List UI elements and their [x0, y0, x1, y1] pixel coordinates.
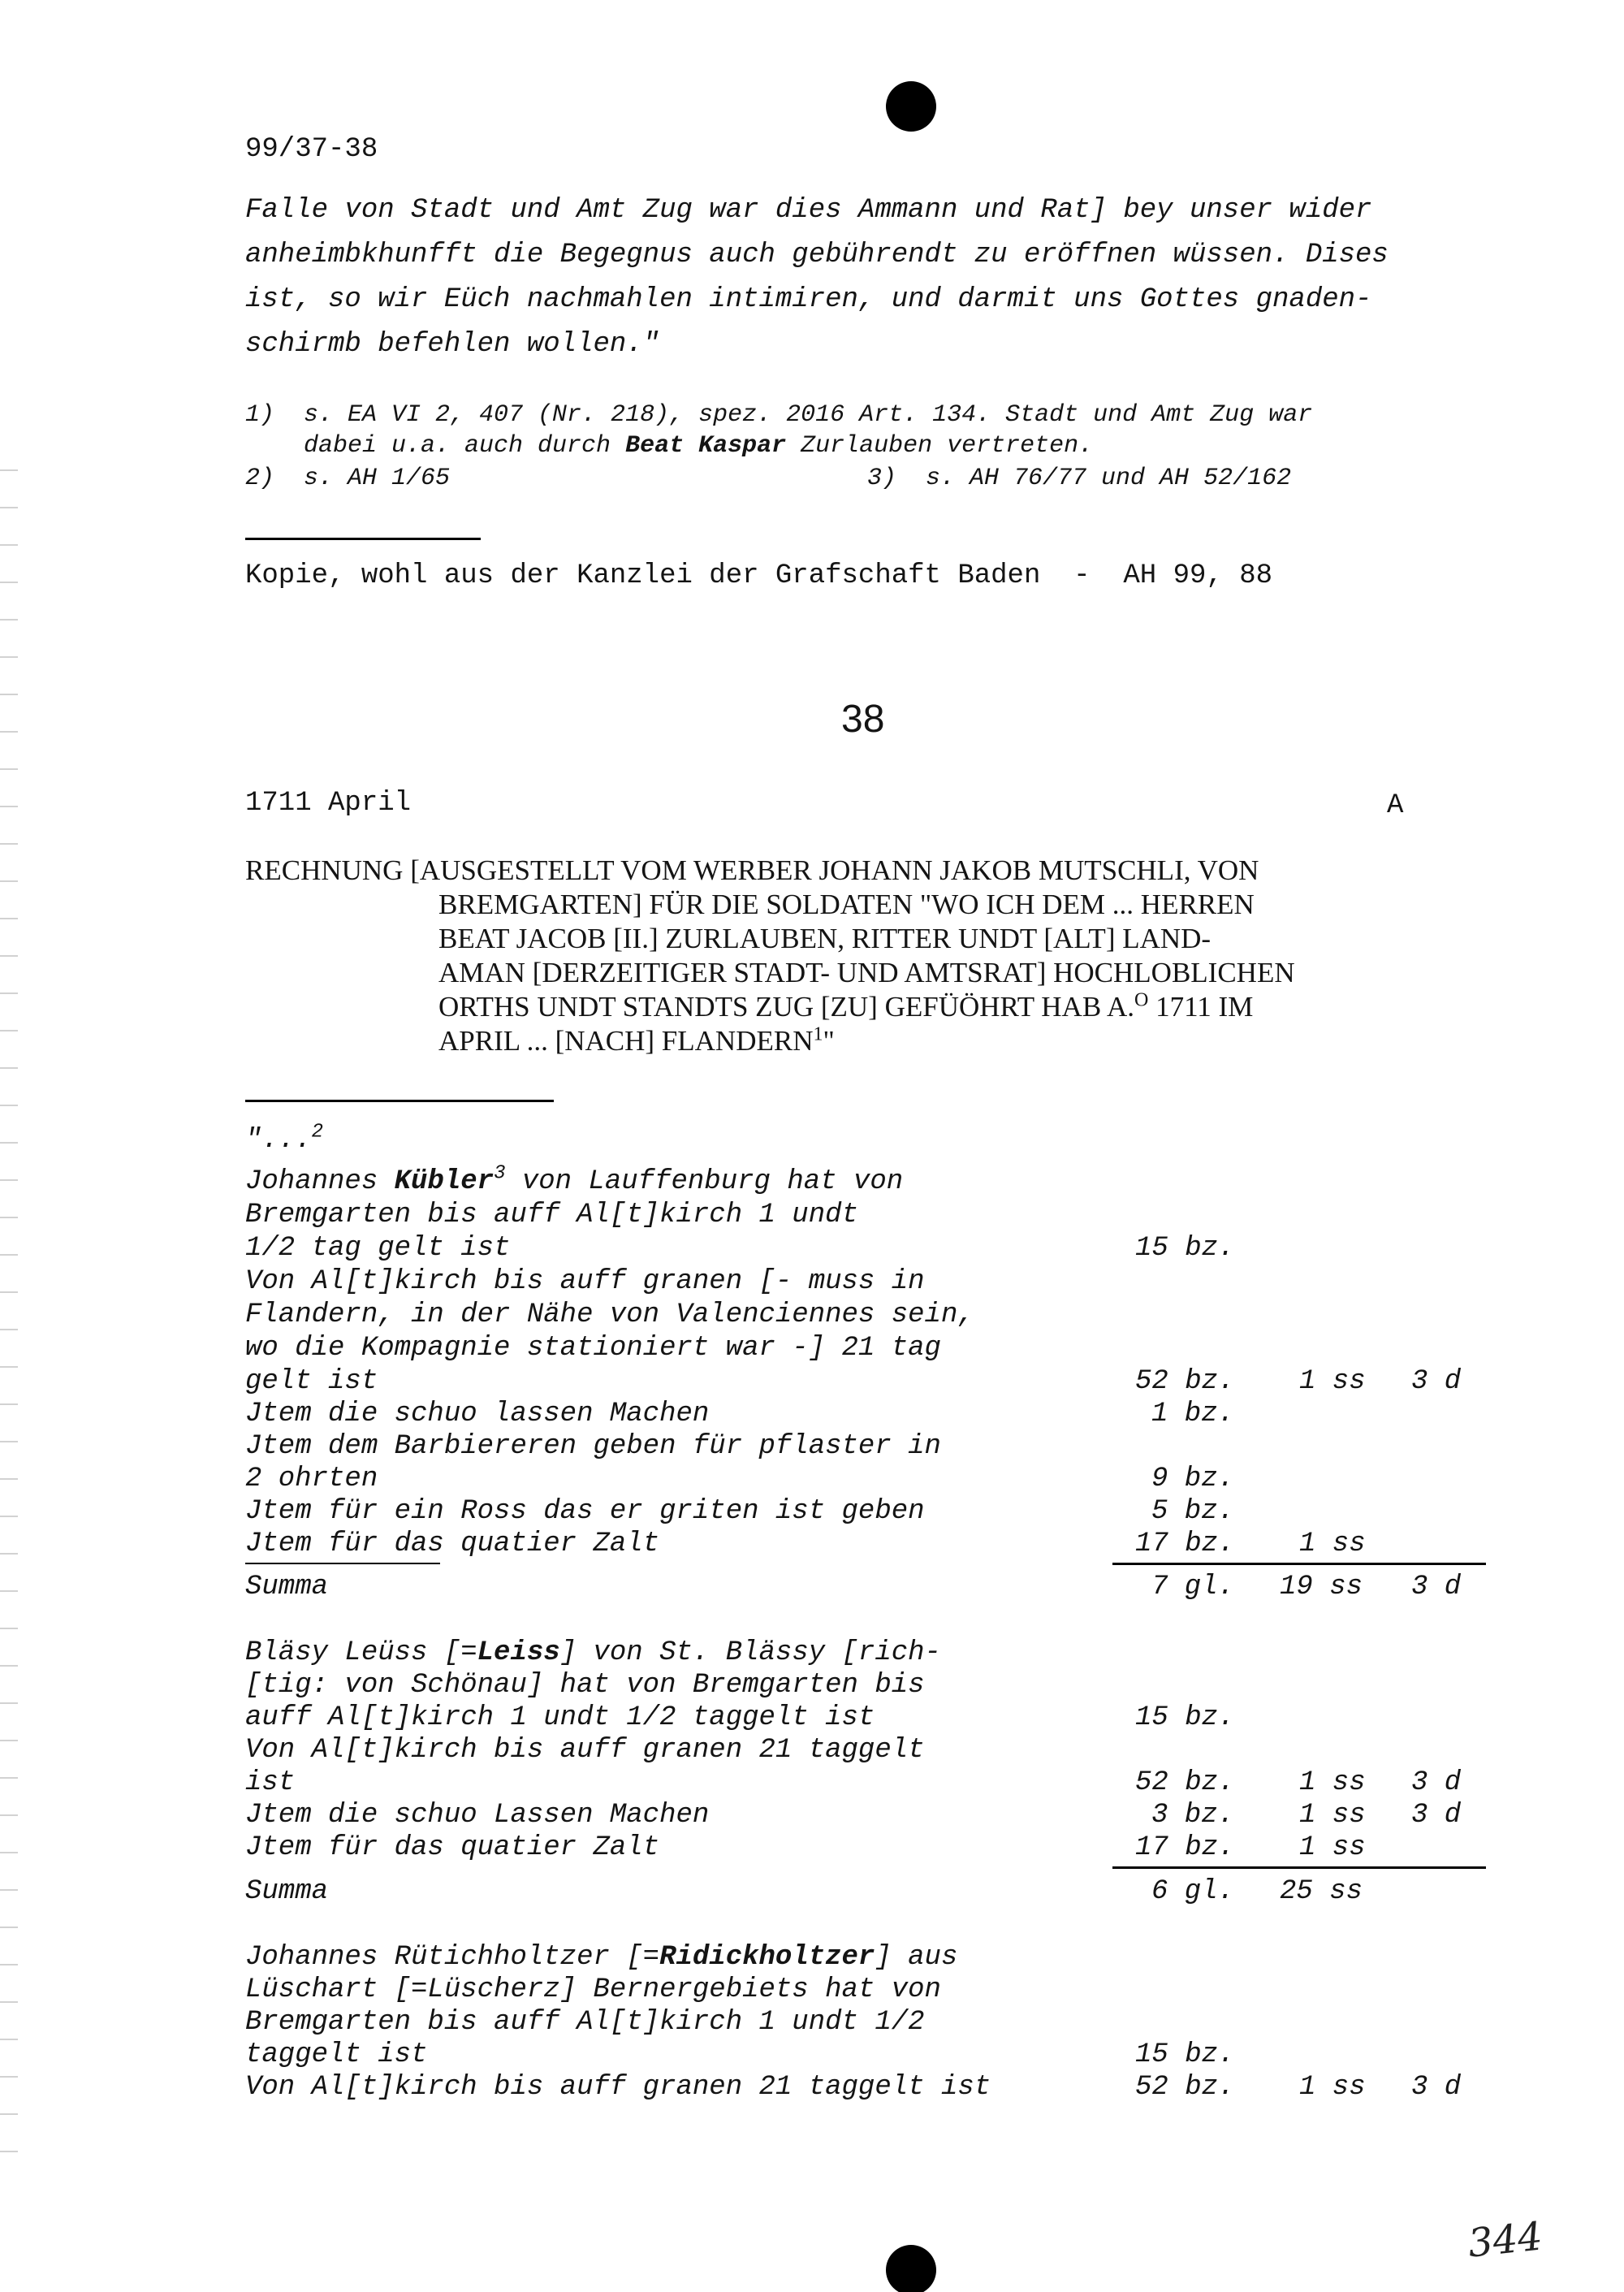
quote-line: anheimbkhunfft die Begegnus auch gebührendt zu eröffnen wüssen. Dises	[245, 240, 1389, 270]
ledger-line: Von Al[t]kirch bis auff granen 21 taggelt	[245, 1735, 925, 1766]
ledger-line: Bremgarten bis auff Al[t]kirch 1 undt	[245, 1200, 858, 1230]
amount-bz: 15 bz.	[1135, 2039, 1235, 2070]
underline-rule	[245, 1563, 440, 1564]
ledger-line: Bläsy Leüss [=Leiss] von St. Blässy [rich-	[245, 1637, 941, 1668]
source-line: Kopie, wohl aus der Kanzlei der Grafschaft Baden - AH 99, 88	[245, 560, 1273, 591]
regest-line: BEAT JACOB [II.] ZURLAUBEN, RITTER UNDT [ALT] LAND-	[438, 923, 1212, 954]
ledger-line: Jtem für ein Ross das er griten ist geben	[245, 1496, 925, 1527]
ledger-line: 1/2 tag gelt ist	[245, 1233, 511, 1264]
amount-bz: 15 bz.	[1135, 1233, 1235, 1264]
amount-ss: 1 ss	[1299, 1800, 1366, 1831]
quote-line: schirmb befehlen wollen."	[245, 329, 660, 360]
amount-ss: 1 ss	[1299, 1529, 1366, 1559]
sum-label: Summa	[245, 1572, 329, 1602]
sum-ss: 25 ss	[1280, 1876, 1363, 1907]
ledger-line: gelt ist	[245, 1366, 378, 1397]
page-reference: 99/37-38	[245, 134, 378, 165]
document-date: 1711 April	[245, 788, 412, 819]
footnote-text: dabei u.a. auch durch Beat Kaspar Zurlauben vertreten.	[304, 432, 1094, 460]
footnote-text: s. EA VI 2, 407 (Nr. 218), spez. 2016 Art. 134. Stadt und Amt Zug war	[304, 401, 1313, 429]
ledger-line: taggelt ist	[245, 2039, 428, 2070]
sum-label: Summa	[245, 1876, 329, 1907]
ledger-line: Jtem dem Barbiereren geben für pflaster in	[245, 1431, 941, 1462]
ledger-line: ist	[245, 1767, 296, 1798]
sum-gl: 6 gl.	[1151, 1876, 1235, 1907]
regest-line: BREMGARTEN] FÜR DIE SOLDATEN "WO ICH DEM ... HERREN	[438, 889, 1255, 920]
amount-ss: 1 ss	[1299, 1366, 1366, 1397]
ledger-line: auff Al[t]kirch 1 undt 1/2 taggelt ist	[245, 1702, 875, 1733]
sum-rule	[1112, 1866, 1486, 1869]
sum-d: 3 d	[1411, 1572, 1462, 1602]
punch-hole-top	[886, 81, 936, 132]
amount-ss: 1 ss	[1299, 1832, 1366, 1863]
ledger-line: wo die Kompagnie stationiert war -] 21 tag	[245, 1333, 941, 1364]
handwritten-page-number: 344	[1466, 2213, 1545, 2267]
ledger-line: 2 ohrten	[245, 1464, 378, 1494]
amount-bz: 9 bz.	[1151, 1464, 1235, 1494]
sum-gl: 7 gl.	[1151, 1572, 1235, 1602]
amount-bz: 1 bz.	[1151, 1399, 1235, 1429]
amount-d: 3 d	[1411, 1767, 1462, 1798]
amount-d: 3 d	[1411, 1800, 1462, 1831]
amount-bz: 3 bz.	[1151, 1800, 1235, 1831]
quote-line: Falle von Stadt und Amt Zug war dies Ammann und Rat] bey unser wider	[245, 195, 1372, 226]
document-type-letter: A	[1387, 790, 1404, 821]
footnote-number: 1)	[245, 401, 275, 429]
punch-hole-bottom	[886, 2245, 936, 2292]
ledger-line: Johannes Kübler$^3$ von Lauffenburg hat von	[245, 1162, 904, 1197]
ledger-opening: "...$^2$	[245, 1121, 324, 1156]
ledger-line: Jtem für das quatier Zalt	[245, 1832, 660, 1863]
amount-bz: 5 bz.	[1151, 1496, 1235, 1527]
amount-d: 3 d	[1411, 1366, 1462, 1397]
regest-line: AMAN [DERZEITIGER STADT- UND AMTSRAT] HOCHLOBLICHEN	[438, 957, 1295, 988]
ledger-line: [tig: von Schönau] hat von Bremgarten bis	[245, 1670, 925, 1701]
regest-line: RECHNUNG [AUSGESTELLT VOM WERBER JOHANN JAKOB MUTSCHLI, VON	[245, 854, 1259, 886]
ledger-line: Flandern, in der Nähe von Valenciennes sein,	[245, 1300, 974, 1330]
amount-d: 3 d	[1411, 2072, 1462, 2103]
ledger-line: Jtem für das quatier Zalt	[245, 1529, 660, 1559]
scanned-left-edge	[0, 455, 18, 2160]
ledger-line: Jtem die schuo lassen Machen	[245, 1399, 710, 1429]
amount-bz: 17 bz.	[1135, 1832, 1235, 1863]
regest-line: APRIL ... [NACH] FLANDERN$^1$"	[438, 1023, 835, 1057]
amount-bz: 52 bz.	[1135, 1767, 1235, 1798]
amount-bz: 15 bz.	[1135, 1702, 1235, 1733]
separator-rule	[245, 1100, 554, 1102]
sum-ss: 19 ss	[1280, 1572, 1363, 1602]
ledger-line: Bremgarten bis auff Al[t]kirch 1 undt 1/2	[245, 2007, 925, 2038]
amount-bz: 52 bz.	[1135, 1366, 1235, 1397]
ledger-line: Jtem die schuo Lassen Machen	[245, 1800, 710, 1831]
ledger-line: Johannes Rütichholtzer [=Ridickholtzer] aus	[245, 1942, 958, 1973]
footnote-text: 2) s. AH 1/65	[245, 465, 451, 492]
ledger-line: Von Al[t]kirch bis auff granen 21 taggelt ist	[245, 2072, 991, 2103]
sum-rule	[1112, 1563, 1486, 1565]
quote-line: ist, so wir Eüch nachmahlen intimiren, und darmit uns Gottes gnaden-	[245, 284, 1372, 315]
document-number: 38	[841, 698, 885, 741]
ledger-line: Lüschart [=Lüscherz] Bernergebiets hat von	[245, 1974, 941, 2005]
amount-bz: 52 bz.	[1135, 2072, 1235, 2103]
footnote-text: 3) s. AH 76/77 und AH 52/162	[867, 465, 1292, 492]
ledger-line: Von Al[t]kirch bis auff granen [- muss in	[245, 1266, 925, 1297]
separator-rule	[245, 538, 481, 540]
amount-ss: 1 ss	[1299, 2072, 1366, 2103]
amount-bz: 17 bz.	[1135, 1529, 1235, 1559]
amount-ss: 1 ss	[1299, 1767, 1366, 1798]
regest-line: ORTHS UNDT STANDTS ZUG [ZU] GEFÜÖHRT HAB A.$^O$ 1711 IM	[438, 989, 1254, 1023]
